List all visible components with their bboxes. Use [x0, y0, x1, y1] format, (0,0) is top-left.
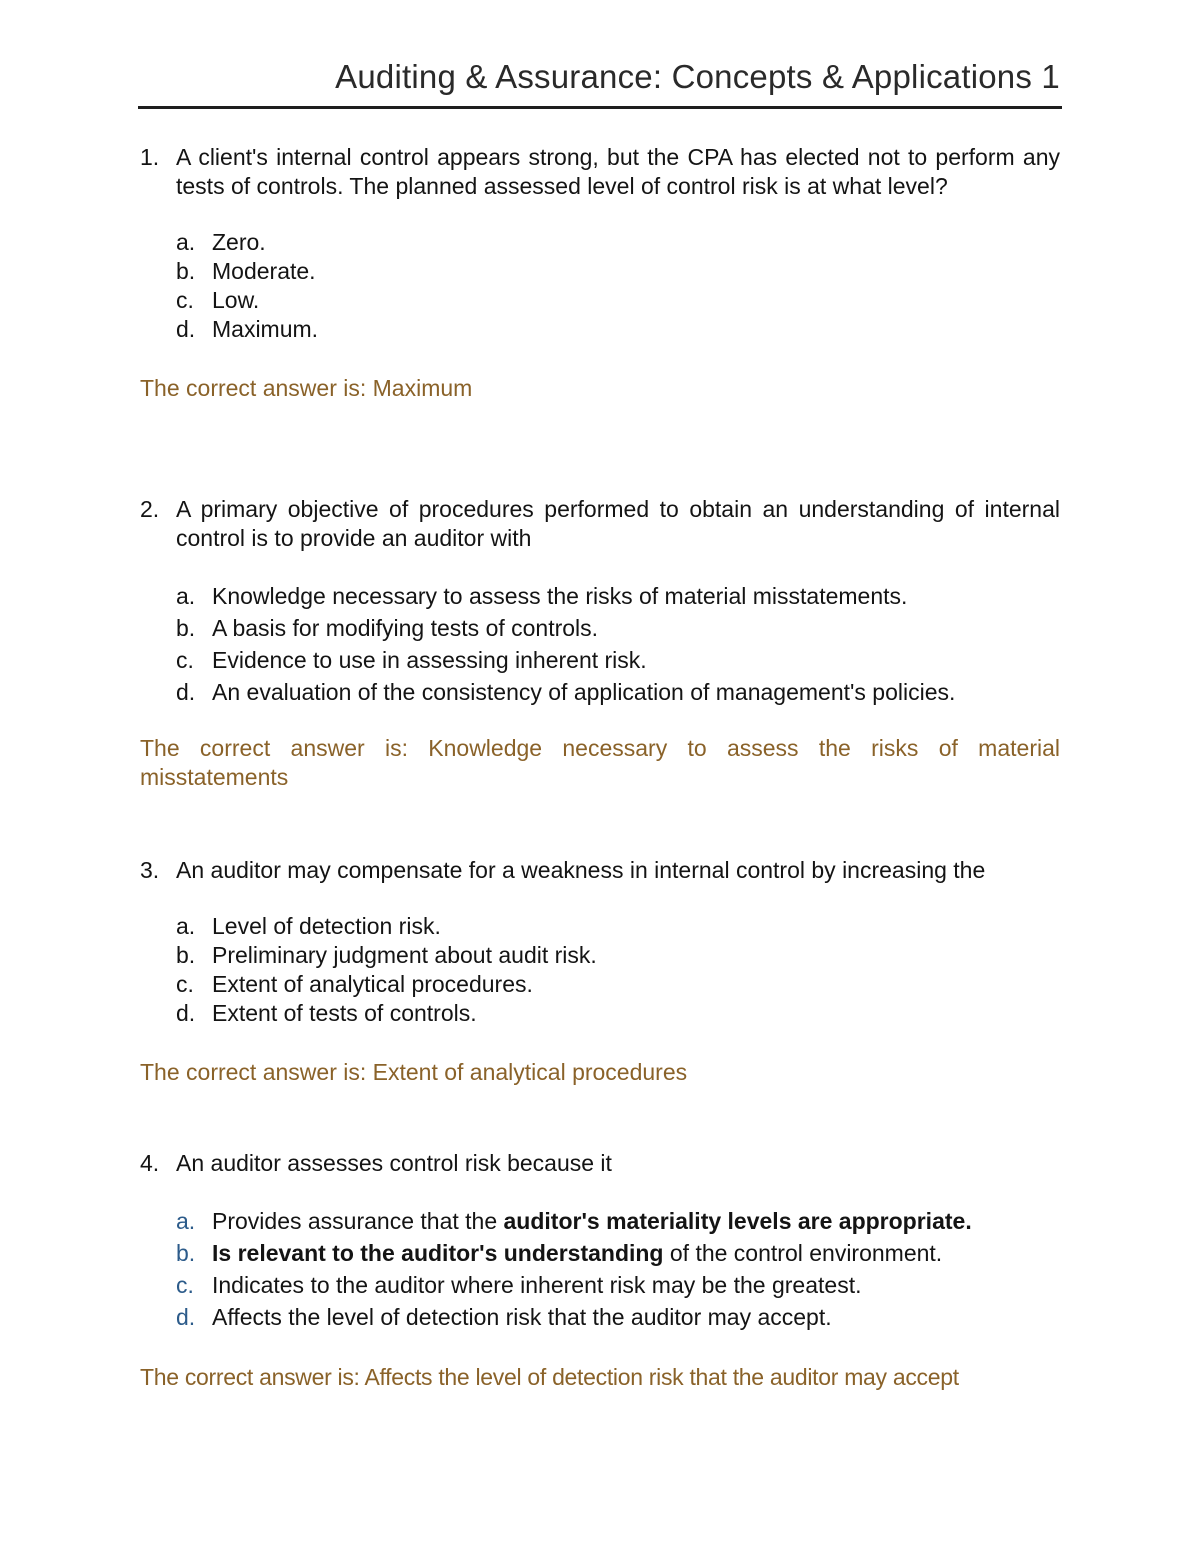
option-text-bold: auditor's materiality levels are appropriate. — [503, 1208, 972, 1234]
option-text: Level of detection risk. — [212, 913, 441, 939]
option-letter: d. — [176, 679, 196, 705]
question-number: 3. — [140, 857, 160, 883]
option-text: Preliminary judgment about audit risk. — [212, 942, 597, 968]
option-text: Low. — [212, 287, 260, 313]
option-b — [140, 257, 1060, 286]
option-c — [140, 970, 1060, 999]
option-d — [140, 315, 1060, 344]
option-letter: b. — [176, 1240, 196, 1266]
correct-answer: The correct answer is: Extent of analytical procedures — [140, 1059, 688, 1085]
correct-answer: The correct answer is: Maximum — [140, 375, 473, 401]
question-text — [140, 856, 1060, 885]
page-header-title: Auditing & Assurance: Concepts & Applications 1 — [335, 58, 1060, 95]
option-list — [140, 580, 1060, 708]
option-a — [140, 580, 1060, 612]
option-list — [140, 1205, 1060, 1333]
option-text: Extent of tests of controls. — [212, 1000, 477, 1026]
option-a — [140, 1205, 1060, 1237]
option-letter: d. — [176, 316, 196, 342]
option-text: Extent of analytical procedures. — [212, 971, 533, 997]
option-c — [140, 644, 1060, 676]
question-stem: An auditor assesses control risk because it — [176, 1150, 612, 1176]
option-text: Zero. — [212, 229, 266, 255]
option-d — [140, 1301, 1060, 1333]
option-text: Provides assurance that the — [212, 1208, 504, 1234]
option-b — [140, 612, 1060, 644]
option-d — [140, 999, 1060, 1028]
option-a — [140, 912, 1060, 941]
question-stem: An auditor may compensate for a weakness in internal control by increasing the — [176, 857, 986, 883]
option-letter: b. — [176, 615, 196, 641]
option-list — [140, 912, 1060, 1028]
question-text — [140, 143, 1060, 201]
question-2 — [140, 495, 1060, 792]
option-letter: d. — [176, 1304, 196, 1330]
option-letter: c. — [176, 1272, 194, 1298]
option-b — [140, 941, 1060, 970]
option-text: Affects the level of detection risk that the auditor may accept. — [212, 1304, 832, 1330]
question-1 — [140, 143, 1060, 403]
option-letter: a. — [176, 583, 196, 609]
option-text: A basis for modifying tests of controls. — [212, 615, 599, 641]
option-letter: d. — [176, 1000, 196, 1026]
option-letter: b. — [176, 258, 196, 284]
correct-answer: The correct answer is: Affects the level of detection risk that the auditor may accept — [140, 1364, 959, 1390]
question-3 — [140, 856, 1060, 1087]
question-stem: A primary objective of procedures performed to obtain an understanding of internal control is to provide an auditor with — [176, 496, 1060, 551]
question-stem: A client's internal control appears strong, but the CPA has elected not to perform any tests of controls. The planned assessed level of control risk is at what level? — [176, 144, 1060, 199]
option-b — [140, 1237, 1060, 1269]
option-letter: a. — [176, 229, 196, 255]
header-divider — [138, 106, 1062, 109]
question-number: 4. — [140, 1150, 160, 1176]
option-list — [140, 228, 1060, 344]
option-d — [140, 676, 1060, 708]
correct-answer: The correct answer is: Knowledge necessary to assess the risks of material misstatements — [140, 735, 1060, 790]
question-text — [140, 495, 1060, 553]
option-text: An evaluation of the consistency of application of management's policies. — [212, 679, 956, 705]
option-text-bold: Is relevant to the auditor's understanding — [212, 1240, 664, 1266]
question-4 — [140, 1149, 1060, 1392]
option-letter: a. — [176, 1208, 196, 1234]
option-c — [140, 1269, 1060, 1301]
option-c — [140, 286, 1060, 315]
question-number: 2. — [140, 496, 160, 522]
question-number: 1. — [140, 144, 160, 170]
option-letter: c. — [176, 647, 194, 673]
option-text: Moderate. — [212, 258, 316, 284]
option-letter: c. — [176, 971, 194, 997]
option-letter: c. — [176, 287, 194, 313]
option-text: of the control environment. — [663, 1240, 943, 1266]
option-a — [140, 228, 1060, 257]
option-text: Maximum. — [212, 316, 319, 342]
question-text — [140, 1149, 1060, 1178]
option-text: Indicates to the auditor where inherent risk may be the greatest. — [212, 1272, 862, 1298]
option-letter: a. — [176, 913, 196, 939]
option-letter: b. — [176, 942, 196, 968]
option-text: Evidence to use in assessing inherent risk. — [212, 647, 647, 673]
option-text: Knowledge necessary to assess the risks of material misstatements. — [212, 583, 908, 609]
